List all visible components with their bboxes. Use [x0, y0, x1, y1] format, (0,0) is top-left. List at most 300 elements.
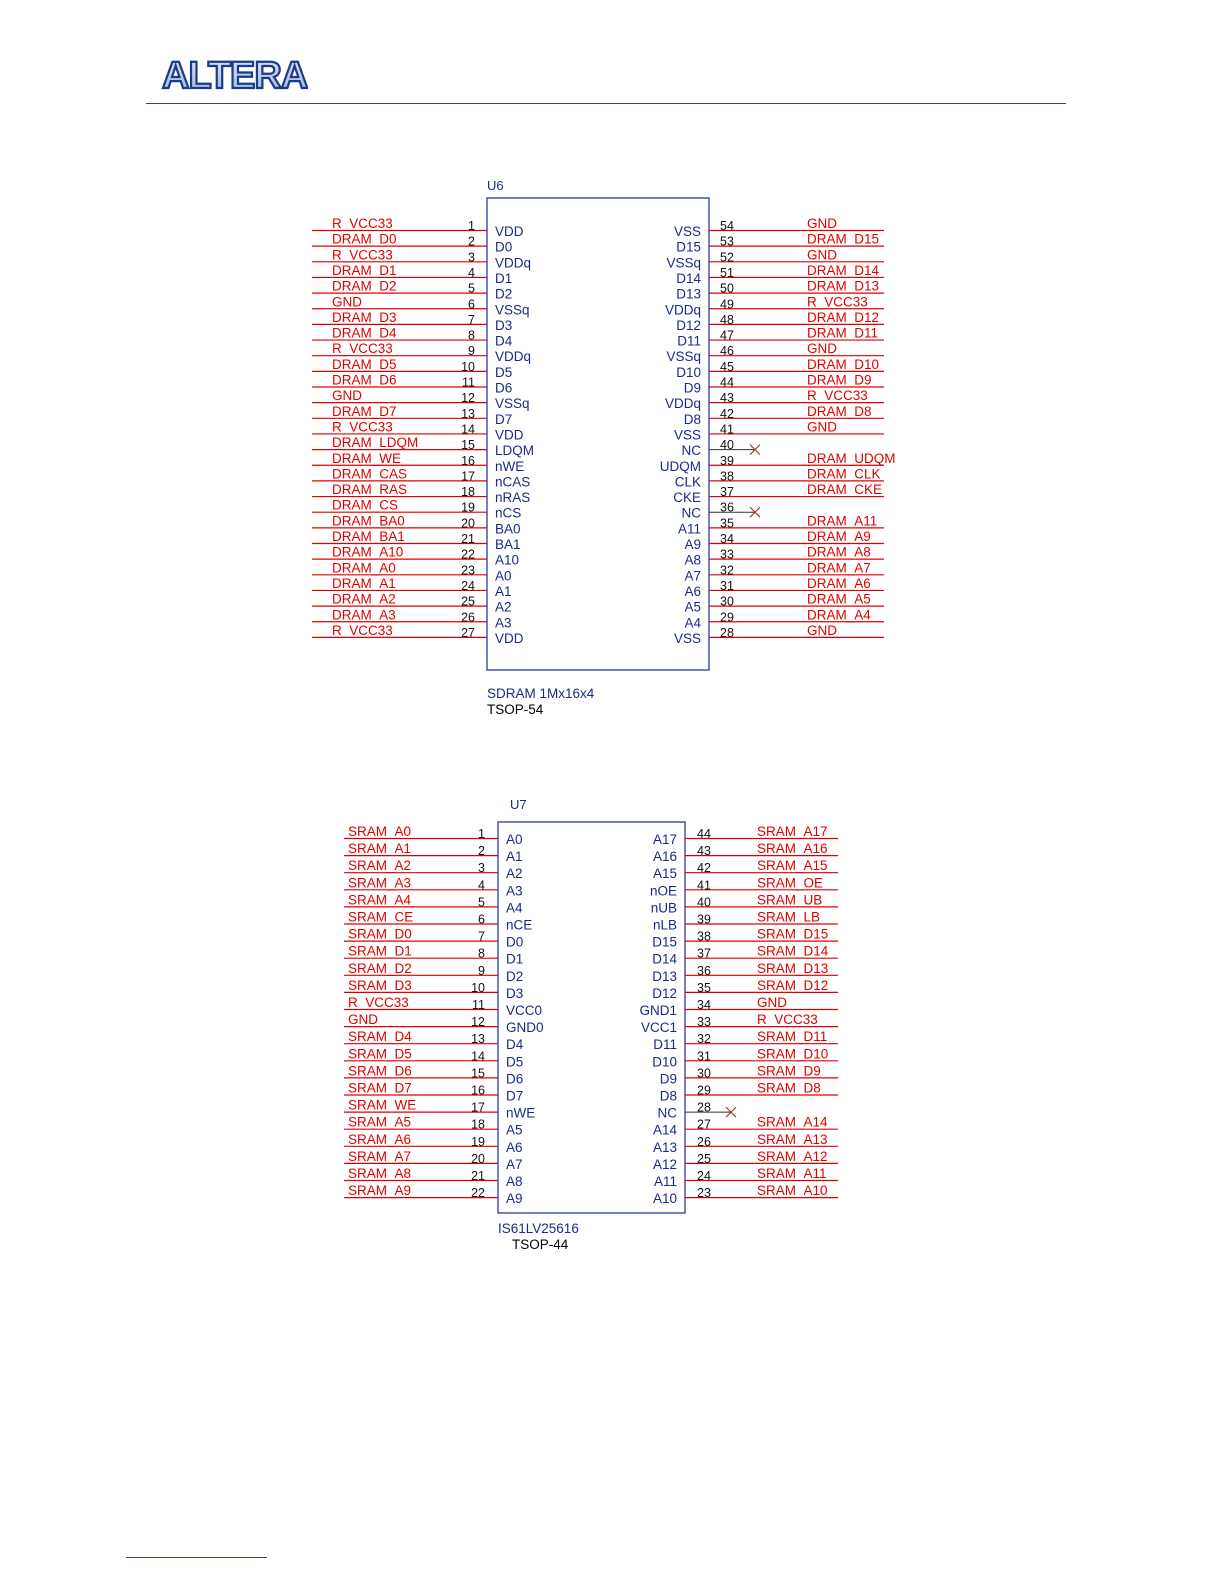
net-label-gnd: GND: [348, 1012, 378, 1028]
pin-name-vss: VSS: [673, 630, 701, 646]
net-label-dram-we: DRAM_WE: [332, 450, 402, 466]
pin-name-a4: A4: [684, 615, 701, 631]
pin-number: 22: [461, 547, 475, 562]
pin-number: 27: [697, 1117, 711, 1132]
pin-number: 54: [720, 219, 734, 233]
net-label-dram-d8: DRAM_D8: [807, 403, 872, 419]
pin-name-a16: A16: [652, 849, 677, 865]
pin-name-d13: D13: [652, 968, 677, 984]
net-label-sram-d9: SRAM_D9: [757, 1063, 821, 1079]
pin-name-d8: D8: [683, 411, 701, 427]
net-label-r-vcc33: R_VCC33: [332, 341, 393, 357]
pin-name-d11: D11: [677, 333, 701, 349]
pin-name-vdd: VDD: [495, 224, 524, 239]
pin-name-d0: D0: [506, 934, 524, 950]
pin-number: 35: [697, 980, 711, 995]
net-label-sram-d4: SRAM_D4: [348, 1029, 412, 1045]
net-label-dram-d15: DRAM_D15: [807, 231, 880, 247]
pin-number: 2: [478, 844, 485, 859]
net-label-r-vcc33: R_VCC33: [332, 622, 393, 638]
pin-name-nc: NC: [681, 443, 701, 459]
net-label-sram-a9: SRAM_A9: [348, 1183, 412, 1199]
net-label-gnd: GND: [807, 419, 837, 435]
pin-number: 12: [461, 391, 475, 406]
pin-name-ba1: BA1: [495, 537, 521, 552]
net-label-dram-a2: DRAM_A2: [332, 591, 396, 607]
pin-name-a1: A1: [495, 583, 512, 599]
pin-name-d2: D2: [495, 286, 513, 302]
pin-number: 40: [720, 438, 734, 453]
pin-name-a7: A7: [506, 1156, 523, 1172]
net-label-sram-d2: SRAM_D2: [348, 960, 412, 976]
pin-number: 28: [697, 1100, 711, 1115]
pin-number: 30: [697, 1066, 711, 1081]
pin-number: 20: [471, 1151, 485, 1166]
pin-number: 2: [468, 234, 475, 249]
pin-number: 13: [471, 1032, 485, 1047]
pin-name-d9: D9: [659, 1071, 677, 1087]
net-label-sram-a1: SRAM_A1: [348, 841, 412, 857]
net-label-dram-a11: DRAM_A11: [807, 513, 878, 529]
pin-number: 46: [720, 344, 734, 359]
pin-number: 40: [697, 895, 711, 910]
pin-name-a2: A2: [506, 866, 523, 882]
pin-number: 38: [720, 469, 734, 484]
net-label-sram-a0: SRAM_A0: [348, 824, 412, 839]
pin-name-vssq: VSSq: [495, 396, 530, 412]
net-label-r-vcc33: R_VCC33: [757, 1012, 818, 1028]
pin-number: 5: [478, 895, 485, 910]
pin-number: 11: [472, 998, 485, 1012]
pin-number: 7: [468, 312, 475, 327]
pin-number: 15: [461, 438, 475, 453]
pin-number: 24: [461, 578, 475, 593]
pin-number: 49: [720, 297, 734, 312]
net-label-dram-d0: DRAM_D0: [332, 231, 397, 247]
pin-name-d5: D5: [506, 1054, 524, 1070]
net-label-sram-d13: SRAM_D13: [757, 960, 829, 976]
pin-name-vdd: VDD: [495, 630, 524, 646]
pin-number: 19: [471, 1134, 485, 1149]
pin-name-d12: D12: [676, 317, 701, 333]
pin-name-a14: A14: [652, 1122, 677, 1138]
pin-number: 17: [461, 469, 475, 484]
net-label-sram-a2: SRAM_A2: [348, 858, 412, 874]
net-label-sram-d1: SRAM_D1: [348, 943, 412, 959]
pin-number: 30: [720, 594, 734, 609]
pin-name-nwe: nWE: [495, 458, 525, 474]
net-label-sram-a14: SRAM_A14: [757, 1114, 828, 1130]
pin-name-d5: D5: [495, 364, 513, 380]
net-label-sram-d10: SRAM_D10: [757, 1046, 829, 1062]
pin-name-a9: A9: [506, 1191, 523, 1207]
pin-name-a17: A17: [652, 832, 677, 847]
pin-name-d10: D10: [676, 364, 701, 380]
pin-number: 41: [697, 878, 711, 893]
pin-number: 12: [471, 1015, 485, 1030]
pin-name-a2: A2: [495, 599, 512, 615]
net-label-dram-clk: DRAM_CLK: [807, 466, 881, 482]
pin-name-cke: CKE: [673, 490, 701, 506]
net-label-sram-d3: SRAM_D3: [348, 977, 412, 993]
net-label-sram-d5: SRAM_D5: [348, 1046, 412, 1062]
pin-name-a1: A1: [506, 849, 523, 865]
pin-name-vdd: VDD: [495, 427, 524, 443]
pin-number: 17: [471, 1100, 485, 1115]
pin-name-a6: A6: [506, 1139, 523, 1155]
pin-name-vssq: VSSq: [666, 255, 701, 271]
pin-name-d7: D7: [495, 411, 513, 427]
net-label-gnd: GND: [807, 622, 837, 638]
pin-name-a3: A3: [495, 615, 512, 631]
pin-name-vddq: VDDq: [495, 349, 532, 365]
pin-number: 3: [478, 861, 485, 876]
pin-number: 14: [461, 422, 475, 437]
pin-name-nwe: nWE: [506, 1105, 536, 1121]
pin-name-ba0: BA0: [495, 521, 521, 537]
pin-number: 27: [461, 625, 475, 640]
pin-name-a8: A8: [506, 1174, 523, 1189]
pin-number: 31: [720, 578, 734, 593]
net-label-sram-a11: SRAM_A11: [757, 1166, 827, 1181]
net-label-sram-d12: SRAM_D12: [757, 977, 829, 993]
net-label-sram-a13: SRAM_A13: [757, 1131, 828, 1147]
pin-number: 34: [720, 532, 734, 546]
net-label-dram-d2: DRAM_D2: [332, 278, 397, 294]
pin-name-vddq: VDDq: [495, 255, 532, 271]
pin-number: 5: [468, 281, 475, 296]
pin-number: 29: [697, 1083, 711, 1098]
logo-text: ALTERA: [162, 55, 308, 95]
pin-number: 36: [720, 500, 734, 515]
part-number-label: SDRAM 1Mx16x4: [487, 686, 595, 701]
pin-number: 4: [478, 878, 485, 893]
refdes-label: U6: [487, 178, 504, 193]
net-label-r-vcc33: R_VCC33: [332, 419, 393, 435]
pin-number: 53: [720, 234, 734, 249]
net-label-sram-a16: SRAM_A16: [757, 841, 828, 857]
pin-number: 48: [720, 312, 734, 327]
net-label-dram-d13: DRAM_D13: [807, 278, 880, 294]
net-label-gnd: GND: [332, 388, 362, 404]
pin-name-d14: D14: [652, 951, 677, 967]
pin-name-gnd1: GND1: [639, 1003, 677, 1018]
net-label-sram-a7: SRAM_A7: [348, 1148, 412, 1164]
pin-number: 18: [461, 485, 475, 500]
net-label-sram-a5: SRAM_A5: [348, 1114, 412, 1130]
net-label-dram-a1: DRAM_A1: [332, 575, 396, 591]
net-label-dram-d10: DRAM_D10: [807, 356, 880, 372]
pin-number: 3: [468, 250, 475, 265]
pin-number: 7: [478, 929, 485, 944]
net-label-sram-d7: SRAM_D7: [348, 1080, 412, 1096]
pin-name-a5: A5: [684, 599, 701, 615]
net-label-dram-udqm: DRAM_UDQM: [807, 450, 896, 466]
pin-name-vssq: VSSq: [666, 349, 701, 365]
net-label-dram-a9: DRAM_A9: [807, 529, 871, 544]
pin-number: 44: [720, 375, 734, 390]
pin-number: 45: [720, 359, 734, 374]
pin-number: 37: [697, 946, 711, 961]
pin-number: 11: [462, 375, 475, 390]
net-label-dram-a6: DRAM_A6: [807, 575, 871, 591]
pin-number: 1: [468, 219, 475, 233]
pin-name-udqm: UDQM: [659, 458, 701, 474]
net-label-sram-d11: SRAM_D11: [757, 1029, 828, 1045]
pin-name-ncas: nCAS: [495, 474, 531, 490]
net-label-dram-cs: DRAM_CS: [332, 497, 399, 513]
pin-number: 22: [471, 1186, 485, 1201]
net-label-r-vcc33: R_VCC33: [332, 247, 393, 263]
pin-number: 52: [720, 250, 734, 265]
pin-number: 16: [461, 453, 475, 468]
pin-name-a0: A0: [495, 568, 512, 584]
net-label-sram-a3: SRAM_A3: [348, 875, 412, 891]
pin-name-a12: A12: [652, 1156, 677, 1172]
pin-number: 21: [461, 532, 475, 546]
pin-name-d1: D1: [506, 951, 524, 967]
pin-number: 50: [720, 281, 734, 296]
pin-name-vcc1: VCC1: [640, 1020, 677, 1036]
pin-name-nub: nUB: [650, 900, 677, 916]
pin-number: 33: [697, 1015, 711, 1030]
net-label-r-vcc33: R_VCC33: [807, 294, 868, 310]
net-label-sram-d15: SRAM_D15: [757, 926, 829, 942]
pin-number: 24: [697, 1169, 711, 1183]
net-label-sram-a17: SRAM_A17: [757, 824, 828, 839]
net-label-sram-we: SRAM_WE: [348, 1097, 417, 1113]
pin-number: 26: [697, 1134, 711, 1149]
pin-name-vcc0: VCC0: [506, 1003, 543, 1018]
pin-name-d12: D12: [652, 985, 677, 1001]
pin-number: 10: [471, 980, 485, 995]
pin-number: 8: [478, 946, 485, 961]
pin-number: 38: [697, 929, 711, 944]
net-label-sram-a10: SRAM_A10: [757, 1183, 828, 1199]
pin-name-d4: D4: [506, 1037, 524, 1053]
pin-name-d11: D11: [653, 1037, 677, 1053]
net-label-dram-cas: DRAM_CAS: [332, 466, 408, 482]
pin-number: 31: [697, 1049, 711, 1064]
net-label-gnd: GND: [807, 216, 837, 231]
sram-symbol-u7: [344, 797, 838, 1252]
pin-name-d6: D6: [495, 380, 513, 396]
net-label-dram-cke: DRAM_CKE: [807, 482, 883, 498]
net-label-gnd: GND: [757, 995, 787, 1010]
pin-name-ldqm: LDQM: [495, 443, 535, 459]
pin-name-clk: CLK: [674, 474, 701, 490]
net-label-r-vcc33: R_VCC33: [332, 216, 393, 231]
pin-number: 6: [478, 912, 485, 927]
pin-name-a6: A6: [684, 583, 701, 599]
net-label-sram-a4: SRAM_A4: [348, 892, 412, 908]
pin-number: 10: [461, 359, 475, 374]
pin-number: 41: [720, 422, 734, 437]
pin-name-a0: A0: [506, 832, 523, 847]
pin-name-d2: D2: [506, 968, 524, 984]
pin-number: 23: [461, 563, 475, 578]
pin-number: 15: [471, 1066, 485, 1081]
net-label-dram-a5: DRAM_A5: [807, 591, 871, 607]
pin-name-vddq: VDDq: [664, 396, 701, 412]
pin-name-d1: D1: [495, 270, 513, 286]
net-label-sram-a8: SRAM_A8: [348, 1166, 412, 1181]
pin-name-d15: D15: [676, 239, 701, 255]
pin-name-a5: A5: [506, 1122, 523, 1138]
net-label-dram-d4: DRAM_D4: [332, 325, 397, 341]
pin-number: 23: [697, 1186, 711, 1201]
pin-name-nras: nRAS: [495, 490, 531, 506]
net-label-dram-a10: DRAM_A10: [332, 544, 404, 560]
pin-name-gnd0: GND0: [506, 1020, 544, 1036]
net-label-dram-d1: DRAM_D1: [332, 262, 397, 278]
pin-number: 39: [720, 453, 734, 468]
pin-number: 36: [697, 963, 711, 978]
net-label-sram-ub: SRAM_UB: [757, 892, 823, 908]
pin-name-d0: D0: [495, 239, 513, 255]
pin-number: 28: [720, 625, 734, 640]
pin-number: 4: [468, 265, 475, 280]
pin-number: 42: [697, 861, 711, 876]
net-label-dram-d9: DRAM_D9: [807, 372, 872, 388]
net-label-dram-d12: DRAM_D12: [807, 309, 880, 325]
net-label-dram-d6: DRAM_D6: [332, 372, 397, 388]
net-label-sram-d8: SRAM_D8: [757, 1080, 821, 1096]
net-label-dram-a0: DRAM_A0: [332, 560, 396, 576]
pin-name-d3: D3: [495, 317, 513, 333]
pin-number: 20: [461, 516, 475, 531]
pin-name-a11: A11: [653, 1174, 677, 1189]
pin-name-a7: A7: [684, 568, 701, 584]
pin-name-nc: NC: [681, 505, 701, 521]
pin-name-a15: A15: [652, 866, 677, 882]
pin-name-ncs: nCS: [495, 505, 522, 521]
net-label-r-vcc33: R_VCC33: [807, 388, 868, 404]
pin-number: 14: [471, 1049, 485, 1064]
pin-number: 26: [461, 610, 475, 625]
net-label-sram-d0: SRAM_D0: [348, 926, 412, 942]
pin-name-d4: D4: [495, 333, 513, 349]
pin-name-d3: D3: [506, 985, 524, 1001]
net-label-dram-d5: DRAM_D5: [332, 356, 397, 372]
net-label-sram-d14: SRAM_D14: [757, 943, 829, 959]
net-label-dram-d7: DRAM_D7: [332, 403, 397, 419]
pin-number: 9: [468, 344, 475, 359]
pin-name-d14: D14: [676, 270, 701, 286]
net-label-sram-a12: SRAM_A12: [757, 1148, 828, 1164]
net-label-dram-ba0: DRAM_BA0: [332, 513, 405, 529]
pin-name-a11: A11: [677, 521, 701, 537]
pin-name-vssq: VSSq: [495, 302, 530, 318]
pin-number: 39: [697, 912, 711, 927]
pin-number: 34: [697, 998, 711, 1012]
pin-number: 16: [471, 1083, 485, 1098]
pin-name-a8: A8: [684, 552, 701, 568]
pin-number: 42: [720, 406, 734, 421]
net-label-sram-a15: SRAM_A15: [757, 858, 828, 874]
pin-number: 19: [461, 500, 475, 515]
net-label-dram-d14: DRAM_D14: [807, 262, 880, 278]
pin-number: 21: [471, 1169, 485, 1183]
pin-number: 18: [471, 1117, 485, 1132]
refdes-label: U7: [510, 797, 527, 812]
pin-name-nlb: nLB: [652, 917, 677, 933]
pin-name-vddq: VDDq: [664, 302, 701, 318]
pin-name-a4: A4: [506, 900, 523, 916]
net-label-dram-ba1: DRAM_BA1: [332, 529, 405, 544]
part-number-label: IS61LV25616: [498, 1221, 579, 1236]
pin-number: 35: [720, 516, 734, 531]
net-label-dram-d11: DRAM_D11: [807, 325, 879, 341]
net-label-dram-a3: DRAM_A3: [332, 607, 396, 623]
net-label-sram-lb: SRAM_LB: [757, 909, 821, 925]
pin-name-d7: D7: [506, 1088, 524, 1104]
pin-number: 29: [720, 610, 734, 625]
pin-number: 43: [697, 844, 711, 859]
pin-number: 25: [461, 594, 475, 609]
net-label-gnd: GND: [807, 341, 837, 357]
net-label-gnd: GND: [332, 294, 362, 310]
net-label-gnd: GND: [807, 247, 837, 263]
pin-name-nc: NC: [657, 1105, 677, 1121]
pin-name-d8: D8: [659, 1088, 677, 1104]
pin-number: 43: [720, 391, 734, 406]
pin-name-noe: nOE: [649, 883, 677, 899]
net-label-dram-a8: DRAM_A8: [807, 544, 871, 560]
net-label-sram-d6: SRAM_D6: [348, 1063, 412, 1079]
pin-name-d10: D10: [652, 1054, 677, 1070]
pin-number: 32: [720, 563, 734, 578]
pin-name-d9: D9: [683, 380, 701, 396]
pin-number: 32: [697, 1032, 711, 1047]
pin-name-vss: VSS: [673, 224, 701, 239]
pin-name-nce: nCE: [506, 917, 533, 933]
package-label: TSOP-54: [487, 702, 544, 717]
pin-name-a3: A3: [506, 883, 523, 899]
pin-name-d6: D6: [506, 1071, 524, 1087]
net-label-dram-d3: DRAM_D3: [332, 309, 397, 325]
pin-name-a10: A10: [495, 552, 520, 568]
pin-name-d13: D13: [676, 286, 701, 302]
sdram-symbol-u6: [312, 178, 896, 717]
pin-name-vss: VSS: [673, 427, 701, 443]
pin-number: 1: [478, 827, 485, 841]
pin-number: 51: [720, 265, 734, 280]
pin-number: 13: [461, 406, 475, 421]
net-label-dram-ras: DRAM_RAS: [332, 482, 408, 498]
pin-number: 33: [720, 547, 734, 562]
net-label-dram-ldqm: DRAM_LDQM: [332, 435, 419, 451]
net-label-sram-ce: SRAM_CE: [348, 909, 414, 925]
pin-number: 9: [478, 963, 485, 978]
pin-number: 6: [468, 297, 475, 312]
pin-number: 8: [468, 328, 475, 343]
pin-number: 37: [720, 485, 734, 500]
net-label-dram-a7: DRAM_A7: [807, 560, 871, 576]
pin-name-a13: A13: [652, 1139, 677, 1155]
pin-number: 25: [697, 1151, 711, 1166]
pin-name-a9: A9: [684, 537, 701, 552]
pin-number: 47: [720, 328, 734, 343]
net-label-dram-a4: DRAM_A4: [807, 607, 871, 623]
pin-name-a10: A10: [652, 1191, 677, 1207]
pin-name-d15: D15: [652, 934, 677, 950]
net-label-r-vcc33: R_VCC33: [348, 995, 409, 1010]
pin-number: 44: [697, 827, 711, 841]
net-label-sram-oe: SRAM_OE: [757, 875, 824, 891]
net-label-sram-a6: SRAM_A6: [348, 1131, 412, 1147]
package-label: TSOP-44: [512, 1237, 569, 1252]
